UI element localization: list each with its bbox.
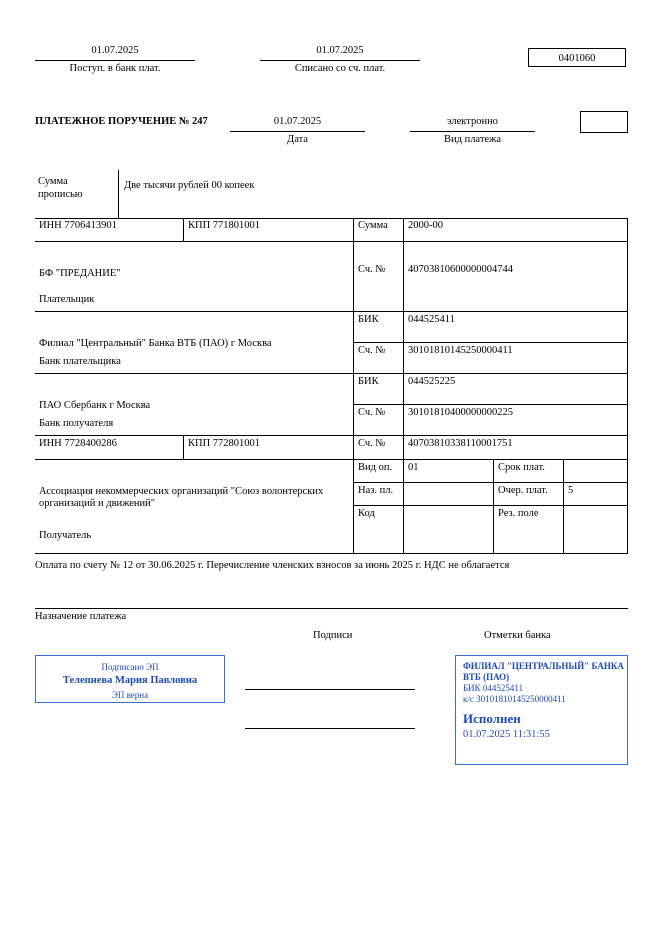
payment-kind-code-box [580,111,628,133]
term-label: Срок плат. [493,460,563,483]
op-kind-label: Вид оп. [353,460,403,483]
payer-inn-value: 7706413901 [64,220,117,231]
purpose-caption: Назначение платежа [35,611,127,622]
bank-execution-stamp [455,655,628,765]
ep-stamp-line3: ЭП верна [111,690,149,700]
signature-line-2 [245,727,415,729]
payment-kind-field [410,116,535,132]
payer-bank-cell [35,312,353,374]
bank-stamp-line4: к/с 30101810145250000411 [463,694,566,704]
form-code-box [528,48,626,67]
payer-bank-corr-value: 30101810145250000411 [403,343,628,374]
signature-line-1 [245,688,415,690]
amount-words-label-line2: прописью [38,189,83,200]
amount-value-cell: 2000-00 [403,218,628,242]
received-date-field [35,45,195,61]
amount-words-divider [118,170,119,218]
payee-bank-name: ПАО Сбербанк г Москва [39,400,151,411]
payment-kind-label: Вид платежа [443,134,501,145]
electronic-signature-stamp [35,655,225,703]
doc-date-field [230,116,365,132]
form-code-value: 0401060 [558,53,596,64]
reserve-value [563,506,628,554]
payer-bank-caption: Банк плательщика [39,356,121,367]
debited-date-value: 01.07.2025 [316,45,364,56]
amount-words-value: Две тысячи рублей 00 копеек [124,180,255,191]
payee-name-cell [35,460,353,554]
payer-bank-bik-value: 044525411 [403,312,628,343]
purpose-code-value [403,483,493,506]
received-date-value: 01.07.2025 [91,45,139,56]
bank-marks-label: Отметки банка [484,630,551,641]
payer-name-cell [35,242,353,312]
signatures-label: Подписи [313,630,353,641]
purpose-underline [35,608,628,609]
page-title: ПЛАТЕЖНОЕ ПОРУЧЕНИЕ № 247 [35,116,208,127]
queue-value: 5 [563,483,628,506]
payee-name-value: Ассоциация некоммерческих организаций "Союз волонтерских организаций и движений" [39,486,324,509]
bank-stamp-line3: БИК 044525411 [463,683,524,693]
op-kind-value: 01 [403,460,493,483]
payee-caption: Получатель [39,530,92,541]
term-value [563,460,628,483]
payee-account-label: Сч. № [353,436,403,460]
payment-kind-value: электронно [447,116,498,127]
bank-stamp-datetime: 01.07.2025 11:31:55 [463,729,550,740]
payee-inn-cell: ИНН 7728400286 [35,436,183,460]
doc-date-value: 01.07.2025 [273,116,322,127]
purpose-code-label: Наз. пл. [353,483,403,506]
payee-account-value: 40703810338110001751 [403,436,628,460]
payee-bank-bik-value: 044525225 [403,374,628,405]
code-label: Код [353,506,403,554]
payee-inn-value: 7728400286 [64,438,117,449]
ep-stamp-name: Телепнева Мария Павловна [62,675,198,686]
payee-bank-corr-value: 30101810400000000225 [403,405,628,436]
payer-kpp-value: 771801001 [212,220,261,231]
amount-words-row [35,170,628,219]
payer-kpp-cell: КПП 771801001 [183,218,353,242]
payer-bank-corr-label: Сч. № [353,343,403,374]
received-date-label: Поступ. в банк плат. [69,63,161,74]
amount-label-cell: Сумма [353,218,403,242]
payee-bank-cell [35,374,353,436]
doc-date-label: Дата [287,134,308,145]
payer-name-value: БФ "ПРЕДАНИЕ" [39,268,121,279]
payee-bank-bik-label: БИК [353,374,403,405]
payee-bank-corr-label: Сч. № [353,405,403,436]
payer-bank-bik-label: БИК [353,312,403,343]
amount-words-label-line1: Сумма [38,176,68,187]
payer-account-label-cell: Сч. № [353,242,403,312]
reserve-label: Рез. поле [493,506,563,554]
queue-label: Очер. плат. [493,483,563,506]
payee-bank-caption: Банк получателя [39,418,114,429]
payer-bank-name: Филиал "Центральный" Банка ВТБ (ПАО) г Москва [39,338,272,349]
debited-date-label: Списано со сч. плат. [294,63,386,74]
payer-account-value-cell: 40703810600000004744 [403,242,628,312]
debited-date-field [260,45,420,61]
payer-caption: Плательщик [39,294,95,305]
bank-stamp-line1: ФИЛИАЛ "ЦЕНТРАЛЬНЫЙ" БАНКА [463,661,624,671]
payee-kpp-cell: КПП 772801001 [183,436,353,460]
code-value [403,506,493,554]
purpose-text: Оплата по счету № 12 от 30.06.2025 г. Перечисление членских взносов за июнь 2025 г. НДС не облагается [35,560,510,571]
bank-stamp-status: Исполнен [463,711,521,726]
payee-kpp-value: 772801001 [212,438,261,449]
bank-stamp-line2: ВТБ (ПАО) [463,672,510,682]
payer-inn-cell: ИНН 7706413901 [35,218,183,242]
ep-stamp-line1: Подписано ЭП [101,662,159,672]
